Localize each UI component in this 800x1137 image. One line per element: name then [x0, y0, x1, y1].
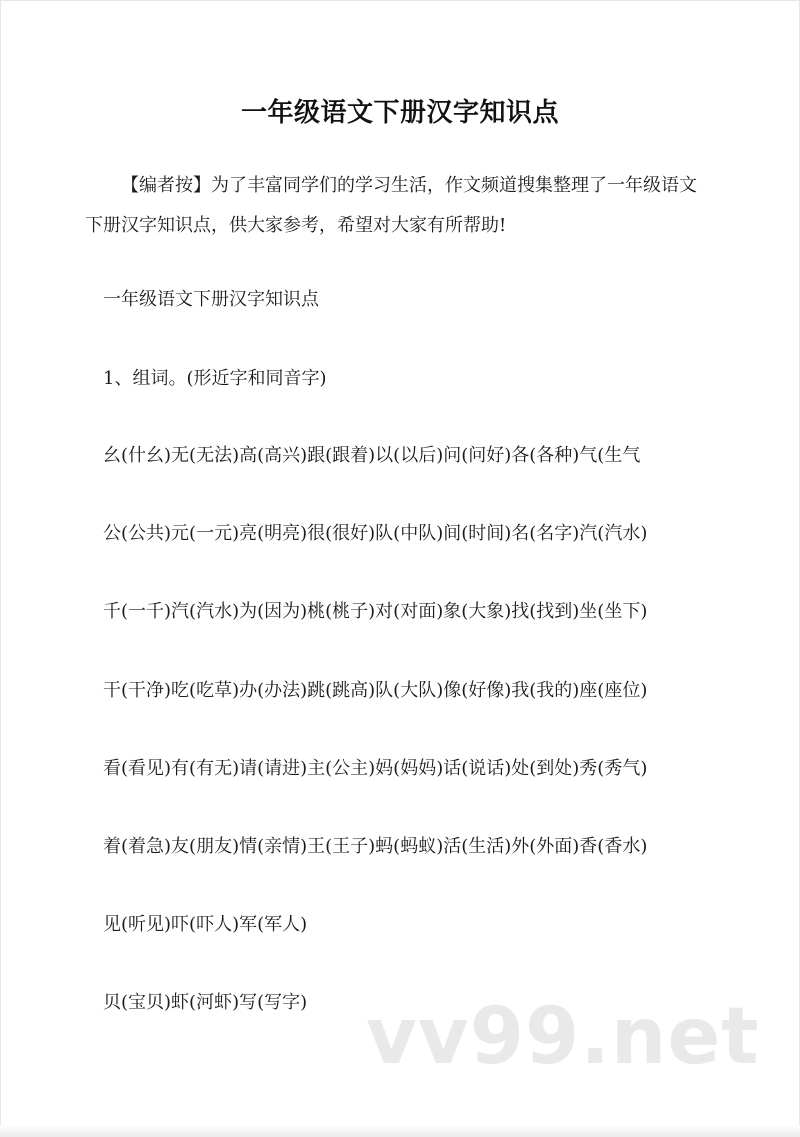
- intro-paragraph: 【编者按】为了丰富同学们的学习生活，作文频道搜集整理了一年级语文下册汉字知识点，供大家参考，希望对大家有所帮助!: [85, 175, 697, 236]
- word-list-line: 着(着急)友(朋友)情(亲情)王(王子)蚂(蚂蚁)活(生活)外(外面)香(香水): [103, 836, 648, 857]
- word-list-line: 千(一千)汽(汽水)为(因为)桃(桃子)对(对面)象(大象)找(找到)坐(坐下): [103, 601, 648, 622]
- word-list-line: 幺(什幺)无(无法)高(高兴)跟(跟着)以(以后)问(问好)各(各种)气(生气: [103, 445, 641, 466]
- word-list-line: 公(公共)元(一元)亮(明亮)很(很好)队(中队)间(时间)名(名字)汽(汽水): [103, 523, 648, 544]
- page-bottom-edge: [0, 1125, 800, 1137]
- word-list-line: 见(听见)吓(吓人)军(军人): [103, 914, 308, 935]
- word-list-line: 贝(宝贝)虾(河虾)写(写字): [103, 992, 308, 1013]
- subtitle: 一年级语文下册汉字知识点: [103, 289, 319, 310]
- page-title: 一年级语文下册汉字知识点: [240, 98, 559, 128]
- word-list-line: 看(看见)有(有无)请(请进)主(公主)妈(妈妈)话(说话)处(到处)秀(秀气): [103, 758, 648, 779]
- section-heading: 1、组词。(形近字和同音字): [103, 368, 327, 389]
- word-list-line: 干(干净)吃(吃草)办(办法)跳(跳高)队(大队)像(好像)我(我的)座(座位): [103, 680, 648, 701]
- watermark: vv99.net: [366, 992, 760, 1082]
